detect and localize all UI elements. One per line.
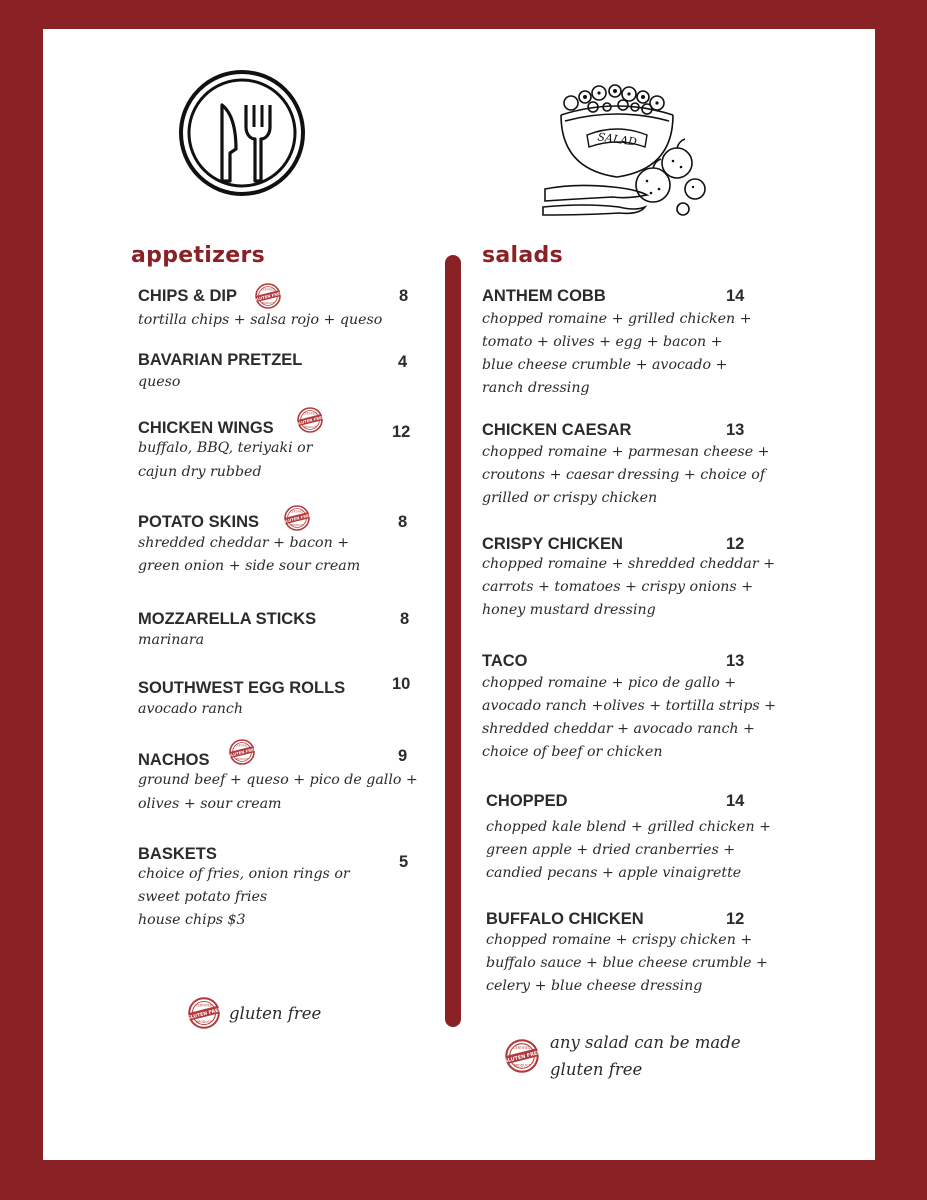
menu-item-description: chopped kale blend + grilled chicken + — [486, 819, 771, 835]
menu-item-description: avocado ranch — [138, 701, 244, 717]
menu-item-description: croutons + caesar dressing + choice of — [482, 467, 766, 483]
menu-item-description: house chips $3 — [138, 912, 246, 928]
menu-item-price: 4 — [398, 353, 408, 371]
menu-item-price: 12 — [726, 910, 745, 928]
menu-item-description: shredded cheddar + bacon + — [138, 535, 350, 551]
gluten-free-badge-icon — [284, 505, 310, 531]
gluten-free-badge-icon — [229, 739, 255, 765]
menu-item-description: chopped romaine + crispy chicken + — [486, 932, 753, 948]
menu-item-description: candied pecans + apple vinaigrette — [486, 865, 742, 881]
menu-item-description: ground beef + queso + pico de gallo + — [138, 772, 418, 788]
menu-item-description: carrots + tomatoes + crispy onions + — [482, 579, 754, 595]
appetizers-heading: appetizers — [131, 243, 265, 268]
salad-bowl-illustration — [535, 77, 715, 227]
menu-item-name: NACHOS — [138, 751, 210, 769]
menu-item-price: 13 — [726, 421, 745, 439]
menu-item-price: 14 — [726, 287, 745, 305]
menu-page — [43, 29, 875, 1160]
menu-item-price: 8 — [400, 610, 410, 628]
menu-item-description: chopped romaine + shredded cheddar + — [482, 556, 776, 572]
menu-item-description: honey mustard dressing — [482, 602, 656, 618]
gluten-free-note-icon — [505, 1039, 539, 1073]
menu-item-price: 9 — [398, 747, 408, 765]
menu-item-description: sweet potato fries — [138, 889, 268, 905]
menu-item-description: queso — [138, 374, 181, 390]
menu-item-name: POTATO SKINS — [138, 513, 260, 531]
menu-item-description: choice of beef or chicken — [482, 744, 663, 760]
menu-item-description: ranch dressing — [482, 380, 590, 396]
menu-item-price: 10 — [392, 675, 411, 693]
salad-bowl-label: SALAD — [596, 130, 638, 149]
menu-item-price: 13 — [726, 652, 745, 670]
gluten-free-legend: gluten free — [229, 1004, 322, 1023]
salads-heading: salads — [482, 243, 563, 268]
menu-item-price: 12 — [726, 535, 745, 553]
menu-item-description: choice of fries, onion rings or — [138, 866, 350, 882]
menu-item-description: marinara — [138, 632, 205, 648]
menu-item-name: CHIPS & DIP — [138, 287, 238, 305]
utensils-plate-icon — [178, 69, 306, 197]
menu-item-description: chopped romaine + parmesan cheese + — [482, 444, 770, 460]
menu-item-description: tomato + olives + egg + bacon + — [482, 334, 723, 350]
menu-item-name: BASKETS — [138, 845, 217, 863]
gluten-free-legend-icon — [188, 997, 220, 1029]
gluten-free-badge-icon — [255, 283, 281, 309]
menu-item-description: green onion + side sour cream — [138, 558, 361, 574]
menu-item-name: BUFFALO CHICKEN — [486, 910, 644, 928]
menu-item-name: SOUTHWEST EGG ROLLS — [138, 679, 346, 697]
menu-item-description: cajun dry rubbed — [138, 464, 262, 480]
menu-item-price: 5 — [399, 853, 409, 871]
menu-item-name: BAVARIAN PRETZEL — [138, 351, 303, 369]
menu-item-price: 8 — [399, 287, 409, 305]
menu-item-price: 12 — [392, 423, 411, 441]
menu-item-price: 8 — [398, 513, 408, 531]
menu-item-description: tortilla chips + salsa rojo + queso — [138, 312, 383, 328]
salads-gluten-free-note-line2: gluten free — [550, 1060, 643, 1079]
menu-item-description: grilled or crispy chicken — [482, 490, 658, 506]
menu-item-description: shredded cheddar + avocado ranch + — [482, 721, 755, 737]
menu-item-description: blue cheese crumble + avocado + — [482, 357, 728, 373]
gluten-free-badge-icon — [297, 407, 323, 433]
menu-item-name: MOZZARELLA STICKS — [138, 610, 317, 628]
menu-item-name: CRISPY CHICKEN — [482, 535, 623, 553]
menu-item-description: buffalo sauce + blue cheese crumble + — [486, 955, 768, 971]
menu-item-description: celery + blue cheese dressing — [486, 978, 703, 994]
salads-gluten-free-note-line1: any salad can be made — [550, 1033, 741, 1052]
menu-item-description: green apple + dried cranberries + — [486, 842, 736, 858]
menu-item-description: chopped romaine + grilled chicken + — [482, 311, 752, 327]
menu-item-name: CHOPPED — [486, 792, 568, 810]
menu-item-description: buffalo, BBQ, teriyaki or — [138, 440, 313, 456]
menu-item-name: ANTHEM COBB — [482, 287, 606, 305]
menu-item-description: chopped romaine + pico de gallo + — [482, 675, 737, 691]
menu-item-price: 14 — [726, 792, 745, 810]
column-divider — [445, 255, 461, 1027]
menu-item-name: TACO — [482, 652, 528, 670]
menu-item-name: CHICKEN CAESAR — [482, 421, 632, 439]
menu-item-description: avocado ranch +olives + tortilla strips + — [482, 698, 776, 714]
menu-item-description: olives + sour cream — [138, 796, 282, 812]
menu-item-name: CHICKEN WINGS — [138, 419, 274, 437]
